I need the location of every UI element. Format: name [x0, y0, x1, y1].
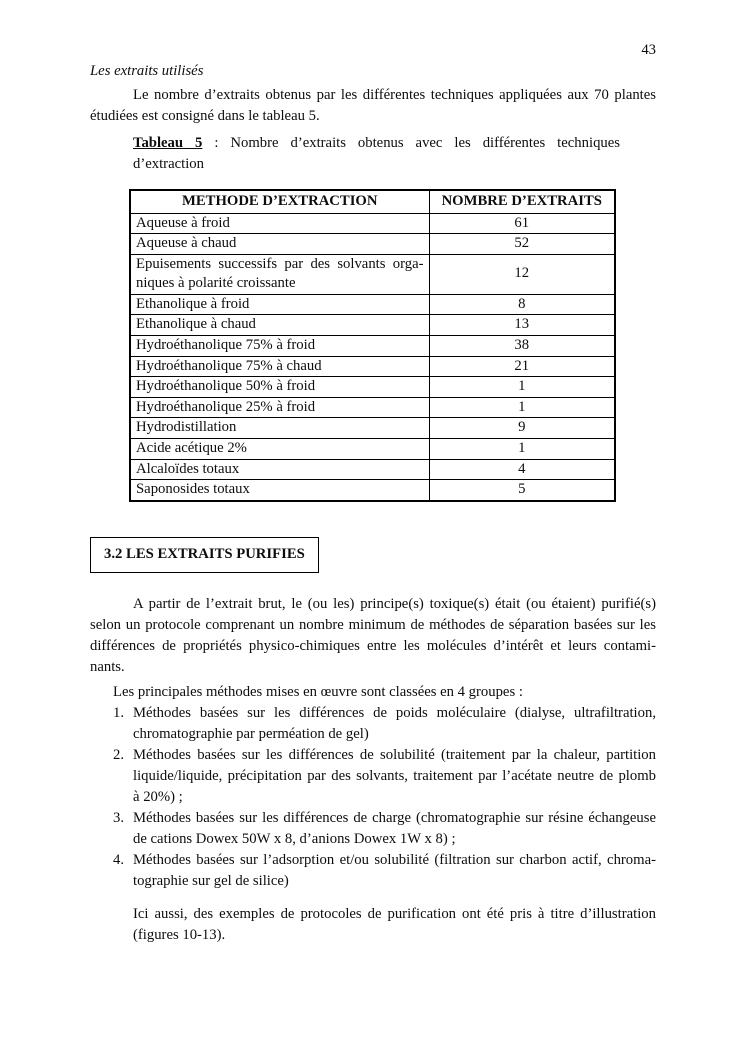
text-line: Ethanolique à chaud [136, 316, 256, 333]
methods-list [90, 703, 656, 892]
table-caption-line2: d’extraction [133, 156, 204, 172]
method-cell [130, 356, 429, 377]
extraction-table [129, 189, 616, 502]
list-item-number: 1. [113, 704, 125, 721]
text-line: A partir de l’extrait brut, le (ou les) principe(s) toxique(s) était (ou étaient) purifié(s) [133, 595, 656, 612]
table-row [130, 315, 615, 336]
text-line: tographie sur gel de silice) [133, 872, 289, 889]
method-cell [130, 377, 429, 398]
count-cell: 12 [429, 254, 615, 294]
count-cell: 61 [429, 213, 615, 234]
method-cell [130, 315, 429, 336]
count-cell: 8 [429, 294, 615, 315]
list-item-text [133, 745, 656, 808]
table-caption [133, 133, 620, 175]
table-caption-colon: : [202, 135, 231, 151]
method-cell [130, 480, 429, 501]
text-line: Aqueuse à chaud [136, 235, 237, 252]
method-cell [130, 439, 429, 460]
table-row [130, 459, 615, 480]
text-line: différences de propriétés physico-chimiques entre les molécules d’intérêt et leurs contami- [90, 637, 656, 654]
table-row [130, 254, 615, 294]
text-line: Saponosides totaux [136, 481, 250, 498]
running-title: Les extraits utilisés [90, 63, 204, 79]
count-cell: 9 [429, 418, 615, 439]
list-item [113, 703, 656, 745]
list-item-number: 3. [113, 809, 125, 826]
text-line: étudiées est consigné dans le tableau 5. [90, 108, 320, 124]
count-cell: 52 [429, 234, 615, 255]
section-heading-box [90, 537, 319, 573]
extraction-table-header [130, 190, 615, 213]
text-line: Méthodes basées sur les différences de solubilité (traitement par la chaleur, partition [133, 746, 656, 763]
text-line: (figures 10-13). [133, 926, 226, 943]
method-cell [130, 397, 429, 418]
text-line: nants. [90, 658, 125, 675]
col-header-method: METHODE D’EXTRACTION [130, 190, 429, 213]
text-line: selon un protocole comprenant un nombre minimum de méthodes de séparation basées sur les [90, 616, 656, 633]
table-row [130, 336, 615, 357]
text-line: Hydroéthanolique 25% à froid [136, 398, 316, 415]
text-line: Alcaloïdes totaux [136, 460, 240, 477]
text-line: chromatographie par perméation de gel) [133, 725, 369, 742]
method-cell [130, 254, 429, 294]
count-cell: 4 [429, 459, 615, 480]
table-row [130, 213, 615, 234]
table-row [130, 356, 615, 377]
table-row [130, 439, 615, 460]
list-item-text [133, 703, 656, 745]
method-cell [130, 294, 429, 315]
col-header-count: NOMBRE D’EXTRAITS [429, 190, 615, 213]
text-line: Aqueuse à froid [136, 214, 230, 231]
text-line: Epuisements successifs par des solvants orga- [136, 255, 424, 272]
text-line: liquide/liquide, précipitation par des solvants, traitement par l’acétate neutre de plomb [133, 767, 656, 784]
count-cell: 13 [429, 315, 615, 336]
page-number: 43 [641, 42, 656, 58]
count-cell: 5 [429, 480, 615, 501]
table-row [130, 377, 615, 398]
text-line: Méthodes basées sur l’adsorption et/ou solubilité (filtration sur charbon actif, chroma- [133, 851, 656, 868]
count-cell: 1 [429, 377, 615, 398]
text-line: Méthodes basées sur les différences de charge (chromatographie sur résine échangeuse [133, 809, 656, 826]
method-cell [130, 459, 429, 480]
list-item-number: 2. [113, 746, 125, 763]
method-cell [130, 336, 429, 357]
methods-list-intro: Les principales méthodes mises en œuvre sont classées en 4 groupes : [113, 683, 523, 700]
purification-paragraph [90, 594, 656, 678]
text-line: Méthodes basées sur les différences de poids moléculaire (dialyse, ultrafiltration, [133, 704, 656, 721]
list-item-text [133, 850, 656, 892]
list-item-text [133, 808, 656, 850]
text-line: Ici aussi, des exemples de protocoles de purification ont été pris à titre d’illustration [133, 905, 656, 922]
table-caption-label: Tableau 5 [133, 135, 203, 151]
method-cell [130, 418, 429, 439]
intro-paragraph [90, 85, 656, 127]
count-cell: 21 [429, 356, 615, 377]
table-caption-line1 [133, 133, 620, 154]
count-cell: 1 [429, 439, 615, 460]
table-caption-text: Nombre d’extraits obtenus avec les différentes techniques [230, 135, 620, 151]
text-line: à 20%) ; [133, 788, 183, 805]
text-line: Hydroéthanolique 50% à froid [136, 378, 316, 395]
text-line: de cations Dowex 50W x 8, d’anions Dowex 1W x 8) ; [133, 830, 456, 847]
text-line: Hydroéthanolique 75% à chaud [136, 357, 322, 374]
extraction-table-body [130, 213, 615, 501]
text-line: Hydroéthanolique 75% à froid [136, 337, 316, 354]
count-cell: 1 [429, 397, 615, 418]
method-cell [130, 234, 429, 255]
list-item-number: 4. [113, 851, 125, 868]
table-row [130, 294, 615, 315]
text-line: Acide acétique 2% [136, 440, 247, 457]
text-line: Hydrodistillation [136, 419, 237, 436]
text-line: Ethanolique à froid [136, 295, 250, 312]
list-item [113, 850, 656, 892]
header-row [130, 190, 615, 213]
table-row [130, 234, 615, 255]
table-row [130, 397, 615, 418]
list-item [113, 745, 656, 808]
list-item [113, 808, 656, 850]
table-row [130, 480, 615, 501]
text-line: niques à polarité croissante [136, 275, 296, 292]
text-line: Le nombre d’extraits obtenus par les différentes techniques appliquées aux 70 plantes [133, 87, 656, 103]
closing-paragraph [133, 904, 656, 946]
section-heading: 3.2 LES EXTRAITS PURIFIES [104, 545, 305, 562]
count-cell: 38 [429, 336, 615, 357]
method-cell [130, 213, 429, 234]
table-row [130, 418, 615, 439]
